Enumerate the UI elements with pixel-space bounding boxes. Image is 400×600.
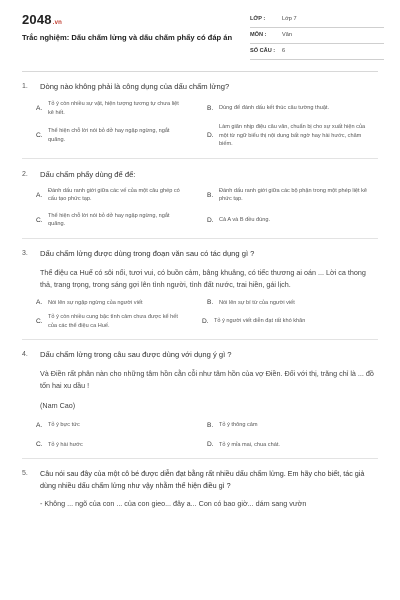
meta-label: SỐ CÂU :	[250, 48, 276, 54]
question-text: 3. Dấu chấm lửng được dùng trong đoạn văn sau có tác dụng gì ?	[22, 248, 255, 258]
option-a[interactable]: A. Tỏ ý bực tức	[36, 421, 80, 429]
option-b[interactable]: B. Đánh dấu ranh giới giữa các bộ phận trong một phép liệt kê phức tạp.	[207, 187, 367, 202]
option-row	[36, 123, 378, 149]
passage: - Không ... ngõ của con ... của con gieo... đây a... Con có bao giờ... dám sang vườn	[40, 499, 307, 508]
passage: Và Điền rất phân nàn cho những tâm hồn cằn cỗi như tâm hồn của vợ Điền. Đối với thị, trăng chỉ là ... đồ tốn hai xu dầu !	[40, 369, 374, 390]
option-d[interactable]: D. Làm giãn nhịp điệu câu văn, chuẩn bị cho sự xuất hiện của một từ ngữ biểu thị nội dung bất ngờ hay hài hước, châm biếm.	[207, 124, 366, 147]
option-row	[36, 212, 378, 229]
option-a[interactable]: A. Tỏ ý còn nhiều sự vật, hiện tượng tương tự chưa liệt kê hết.	[36, 101, 179, 116]
option-b[interactable]: B. Nói lên sự bí từ của người viết	[207, 299, 295, 307]
question-text: 5. Câu nói sau đây của một cô bé được diễn đạt bằng rất nhiều dấu chấm lửng. Em hãy cho biết, tác giả dùng nhiều dấu chấm lửng như vậy nhằm thể hiện điều gì ?	[22, 469, 365, 490]
page-header	[0, 0, 400, 64]
option-c[interactable]: C. Tỏ ý còn nhiều cung bậc tình cảm chưa được kể hết của các thể điệu ca Huế.	[36, 314, 178, 329]
question-divider	[22, 458, 378, 459]
question-number: 5.	[22, 470, 28, 477]
option-d[interactable]: D. Tỏ ý người viết diễn đạt rất khó khăn	[202, 318, 306, 325]
option-b[interactable]: B. Dùng để đánh dấu kết thúc câu tường thuật.	[207, 105, 330, 112]
meta-label: MÔN :	[250, 32, 267, 38]
option-c[interactable]: C. Tỏ ý hài hước	[36, 441, 83, 449]
option-b[interactable]: B. Tỏ ý thông cảm	[207, 421, 258, 429]
question-divider	[22, 158, 378, 159]
meta-label: LỚP :	[250, 16, 266, 22]
question-text: 1. Dòng nào không phải là công dụng của dấu chấm lửng?	[22, 82, 230, 91]
question-2	[22, 169, 378, 229]
option-row	[36, 299, 378, 308]
option-d[interactable]: D. Cả A và B đều đúng.	[207, 216, 271, 224]
question-1	[22, 81, 378, 149]
question-number: 1.	[22, 83, 28, 90]
meta-value: 6	[282, 48, 286, 54]
site-logo[interactable]	[22, 12, 62, 27]
logo-suffix: .vn	[52, 20, 63, 26]
meta-table	[250, 13, 384, 61]
question-divider	[22, 238, 378, 239]
logo-main: 2048	[22, 12, 52, 27]
option-c[interactable]: C. Thể hiện chỗ lời nói bỏ dở hay ngập ngừng, ngắt quãng.	[36, 212, 170, 227]
question-divider	[22, 339, 378, 340]
options	[36, 100, 378, 149]
option-c[interactable]: C. Thể hiện chỗ lời nói bỏ dở hay ngập ngừng, ngắt quãng.	[36, 128, 170, 143]
option-row	[36, 100, 378, 117]
passage-source: (Nam Cao)	[40, 401, 76, 410]
option-a[interactable]: A. Nói lên sự ngập ngừng của người viết	[36, 299, 143, 307]
question-3	[22, 248, 378, 331]
meta-value: Lớp 7	[282, 16, 297, 22]
question-number: 4.	[22, 351, 28, 358]
question-number: 2.	[22, 170, 28, 178]
options	[36, 421, 378, 449]
option-row	[36, 187, 378, 204]
options	[36, 187, 378, 229]
option-row	[36, 313, 378, 330]
option-a[interactable]: A. Đánh dấu ranh giới giữa các vế của một câu ghép có cấu tạo phức tạp.	[36, 187, 180, 202]
meta-value: Văn	[282, 32, 292, 38]
question-number: 3.	[22, 249, 28, 257]
question-text: 4. Dấu chấm lửng trong câu sau được dùng với dụng ý gì ?	[22, 350, 232, 359]
question-4	[22, 349, 378, 449]
option-row	[36, 441, 378, 450]
page-title: Trắc nghiệm: Dấu chấm lửng và dấu chấm phẩy có đáp án	[22, 33, 233, 42]
question-list	[0, 72, 400, 510]
question-text: 2. Dấu chấm phẩy dùng để để:	[22, 169, 136, 179]
option-row	[36, 421, 378, 430]
option-d[interactable]: D. Tỏ ý mỉa mai, chua chát.	[207, 441, 280, 449]
question-5	[22, 468, 378, 510]
options	[36, 299, 378, 331]
meta-row-count	[250, 45, 384, 60]
passage: Thể điệu ca Huế có sôi nổi, tươi vui, có buồn cảm, bâng khuâng, có tiếc thương ai oán ... Lời ca thong thả, trang trọng, trong sáng gợi lên tình người, tình đất nước, trai hiền, gái lịch.	[40, 267, 366, 289]
meta-row-subject	[250, 29, 384, 44]
meta-row-class	[250, 13, 384, 28]
